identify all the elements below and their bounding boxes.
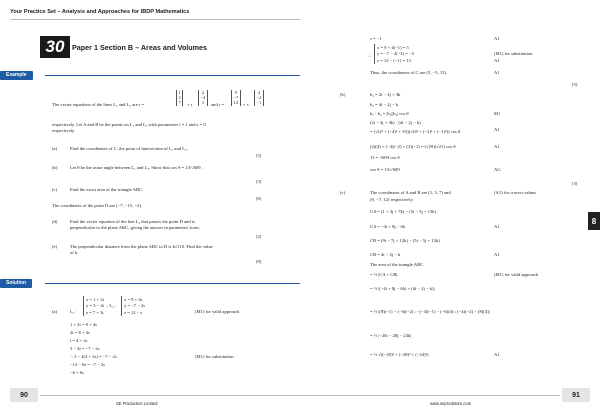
page-number-right: 91 <box>562 388 590 402</box>
part-e-text-1: The perpendicular distance from the plane ABC to D is k√110. Find the value <box>70 244 213 249</box>
c-line-12: = ½ √((−20)² + (−28)² + (−24)²) <box>370 352 429 357</box>
a-system-3: z = 12 − (−1) = 13 <box>377 58 411 63</box>
part-c-label: (c) <box>52 187 58 192</box>
matrix-d2: 4 −2 −1 <box>254 90 264 106</box>
part-e-label: (e) <box>52 244 58 249</box>
c-line-8: = ½ |CA × CB| <box>370 272 398 277</box>
c-line-11: = ½ |−20i − 28j − 24k| <box>370 333 412 338</box>
b-mark-8: AG <box>494 167 501 172</box>
a-system-brace <box>374 44 375 64</box>
c-line-3: CA = (1 + 3j + 7k) − (5i − 5j + 13k) <box>370 209 437 214</box>
a-sub-mark: (M1) for substitution <box>494 51 533 56</box>
right-page <box>300 0 600 420</box>
page-number-left: 90 <box>10 388 38 402</box>
problem-line-2: respectively. Let A and B be the points on L₁ and L₂ with parameters t = 1 and s = 0 <box>52 122 206 127</box>
c-label: (c) <box>340 190 346 195</box>
solution-tag: Solution <box>0 279 32 288</box>
c-line-4: CA = −4i + 8j − 6k <box>370 224 406 229</box>
system-right-1: x = 9 + 4s <box>124 297 143 302</box>
part-c-text: Find the exact area of the triangle ABC. <box>70 187 144 192</box>
b-label: (b) <box>340 92 346 97</box>
c-mark-12: A1 <box>494 352 500 357</box>
c-mark-4: A1 <box>494 224 500 229</box>
a-s-mark: A1 <box>494 36 500 41</box>
b-mark-3: M1 <box>494 111 501 116</box>
solution-rule <box>45 283 300 284</box>
c-mark-1: (A1) for correct values <box>494 190 536 195</box>
chapter-title: Paper 1 Section B – Areas and Volumes <box>72 43 208 52</box>
a-system-2: y = −7 − 2(−1) = −5 <box>377 51 414 56</box>
joiner-t: + t <box>187 102 193 107</box>
a-conclusion: Thus, the coordinates of C are (5, −5, 13). <box>370 70 448 75</box>
part-e-text-2: of k. <box>70 250 79 255</box>
step-4: 3 − 4t = −7 − 2s <box>70 346 100 351</box>
part-e-marks: [8] <box>256 259 262 264</box>
b-total: [3] <box>572 181 578 186</box>
part-d-text-2: perpendicular to the plane ABC, giving the answer in parametric form. <box>70 225 200 230</box>
part-b-text: Let θ be the acute angle between L₁ and L₂. Show that cos θ = 13/√609 . <box>70 165 203 170</box>
example-tag: Example <box>0 71 33 80</box>
b-line-6: (2)(4) + (−4)(−2) + (3)(−1) = (√29)(√21) cos θ <box>370 144 456 149</box>
matrix-d1: 2 −4 3 <box>198 90 208 106</box>
a-sys-mark: A1 <box>494 58 500 63</box>
footer-rule-left <box>40 395 300 396</box>
b-line-3: b₁ · b₂ = |b₁||b₂| cos θ <box>370 111 409 116</box>
matrix-a2: 9 −7 12 <box>231 90 241 106</box>
step-3: t = 4 + 2s <box>70 338 88 343</box>
part-b-label: (b) <box>52 165 58 170</box>
part-a-text: Find the coordinates of C, the point of intersection of L₁ and L₂. <box>70 146 188 151</box>
step-2: 2t = 8 + 4s <box>70 330 90 335</box>
b-line-5: = (√(2² + (−4)² + 3²))(√(4² + (−2)² + (−1)²)) cos θ <box>370 129 461 134</box>
step-7: −6 = 6s <box>70 370 84 375</box>
c-line-2: (9, −7, 12) respectively. <box>370 197 414 202</box>
chapter-side-tab: 8 <box>588 212 600 230</box>
a-total: [5] <box>572 82 578 87</box>
a-therefore: ∴ <box>368 53 371 58</box>
system-left-2: y = 3 − 4t <box>86 303 104 308</box>
b-line-7: 13 = √609 cos θ <box>370 155 400 160</box>
part-a-marks: [5] <box>256 153 262 158</box>
system-right-3: z = 12 − s <box>124 310 143 315</box>
b-line-2: b₂ = 4i − 2j − k <box>370 102 399 107</box>
system-brace <box>83 296 84 316</box>
system-mid: ; L₂ : <box>107 303 117 308</box>
c-mark-8: (M1) for valid approach <box>494 272 539 277</box>
part-c-marks: [6] <box>256 196 262 201</box>
system-right-2: y = −7 − 2s <box>124 303 146 308</box>
joiner-s: + s <box>243 102 249 107</box>
b-line-1: b₁ = 2i − 4j + 3k <box>370 92 401 97</box>
c-line-9: = ½ |(−4i + 8j − 6k) × (4i − 2j − k)| <box>370 286 435 291</box>
c-mark-6: A1 <box>494 252 500 257</box>
joiner-and: and r = <box>211 102 225 107</box>
running-header: Your Practice Set – Analysis and Approaches for IBDP Mathematics <box>10 9 190 15</box>
mark-substitution: (M1) for substitution <box>195 354 234 359</box>
part-d-marks: [2] <box>256 234 262 239</box>
b-line-4: (2i − 4j + 3k) · (4i − 2j − k) <box>370 120 421 125</box>
step-1: 1 + 2t = 9 + 4s <box>70 322 97 327</box>
problem-line-1: The vector equations of the lines L₁ and L₂ are r = <box>52 102 145 107</box>
part-d-label: (d) <box>52 219 58 224</box>
c-line-1: The coordinates of A and B are (1, 3, 7) and <box>370 190 451 195</box>
system-brace-2 <box>121 296 122 316</box>
system-prefix: L₁ : <box>70 309 77 314</box>
example-rule <box>45 75 300 76</box>
matrix-a1: 1 3 7 <box>176 90 183 106</box>
b-line-8: cos θ = 13/√609 <box>370 167 400 172</box>
part-b-marks: [3] <box>256 179 262 184</box>
step-5: ∴ 3 − 4(4 + 2s) = −7 − 2s <box>70 354 117 359</box>
chapter-number-badge: 30 <box>40 36 70 58</box>
header-rule <box>10 19 300 20</box>
b-mark-6: A1 <box>494 144 500 149</box>
c-line-10: = ½ |(8)(−1) − (−6)(−2) ; −(−4)(−1) − (−6)(4) ; (−4)(−2) − (8)(4)| <box>370 309 490 314</box>
c-line-5: CB = (9i − 7j + 12k) − (5i − 5j + 13k) <box>370 238 440 243</box>
part-a-label: (a) <box>52 146 58 151</box>
mark-valid-approach: (M1) for valid approach <box>195 309 240 314</box>
c-line-7: The area of the triangle ABC <box>370 262 424 267</box>
part-d-text-1: Find the vector equation of the line L₃ that passes the point D and is <box>70 219 195 224</box>
step-6: −13 − 8s = −7 − 2s <box>70 362 105 367</box>
system-left-1: x = 1 + 2t <box>86 297 104 302</box>
footer-left: SE Production Limited <box>116 401 158 406</box>
a-system-1: x = 9 + 4(−1) = 5 <box>377 45 409 50</box>
a-s-value: s = −1 <box>370 36 382 41</box>
system-left-3: z = 7 + 3t <box>86 310 104 315</box>
footer-right: www.seprodstore.com <box>430 401 472 406</box>
a-conclusion-mark: A1 <box>494 70 500 75</box>
point-d-statement: The coordinates of the point D are (−7, −15, −2). <box>52 203 142 208</box>
solution-a-label: (a) <box>52 309 58 314</box>
footer-rule-right <box>300 395 560 396</box>
c-line-6: CB = 4i − 2j − k <box>370 252 401 257</box>
problem-line-3: respectively. <box>52 128 76 133</box>
b-mark-5: A1 <box>494 127 500 132</box>
